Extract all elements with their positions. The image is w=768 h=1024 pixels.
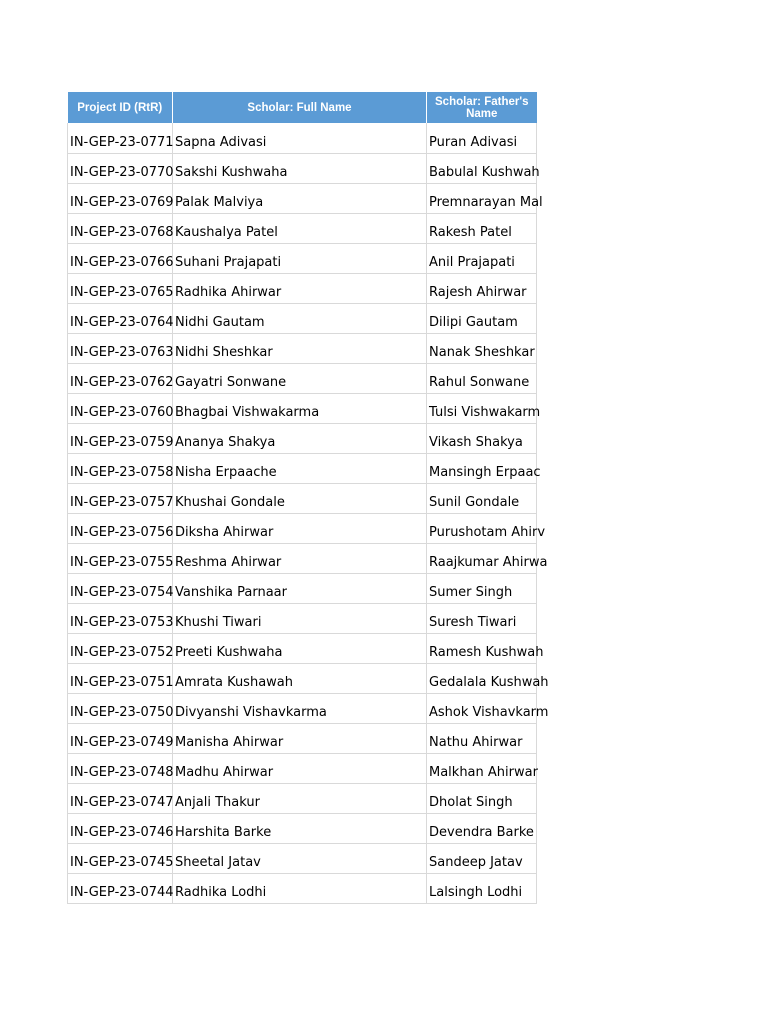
table-row — [68, 303, 537, 333]
father-name-cell[interactable]: Rajesh Ahirwar — [427, 273, 537, 303]
project-id-cell[interactable]: IN-GEP-23-0748 — [68, 753, 173, 783]
project-id-cell[interactable]: IN-GEP-23-0759 — [68, 423, 173, 453]
scholar-name-cell[interactable]: Bhagbai Vishwakarma — [173, 393, 427, 423]
scholar-name-cell[interactable]: Amrata Kushawah — [173, 663, 427, 693]
father-name-cell[interactable]: Suresh Tiwari — [427, 603, 537, 633]
table-row — [68, 363, 537, 393]
table-row — [68, 813, 537, 843]
scholar-name-cell[interactable]: Radhika Lodhi — [173, 873, 427, 903]
project-id-cell[interactable]: IN-GEP-23-0758 — [68, 453, 173, 483]
header-scholar-fathers-name: Scholar: Father's Name — [427, 92, 537, 123]
scholar-name-cell[interactable]: Madhu Ahirwar — [173, 753, 427, 783]
project-id-cell[interactable]: IN-GEP-23-0744 — [68, 873, 173, 903]
project-id-cell[interactable]: IN-GEP-23-0747 — [68, 783, 173, 813]
table-row — [68, 513, 537, 543]
table-row — [68, 603, 537, 633]
project-id-cell[interactable]: IN-GEP-23-0768 — [68, 213, 173, 243]
father-name-cell[interactable]: Puran Adivasi — [427, 123, 537, 153]
project-id-cell[interactable]: IN-GEP-23-0760 — [68, 393, 173, 423]
father-name-cell[interactable]: Tulsi Vishwakarm — [427, 393, 537, 423]
father-name-cell[interactable]: Anil Prajapati — [427, 243, 537, 273]
father-name-cell[interactable]: Ashok Vishavkarm — [427, 693, 537, 723]
scholar-name-cell[interactable]: Radhika Ahirwar — [173, 273, 427, 303]
table-row — [68, 873, 537, 903]
table-row — [68, 123, 537, 153]
father-name-cell[interactable]: Gedalala Kushwah — [427, 663, 537, 693]
table-header — [68, 92, 537, 123]
father-name-cell[interactable]: Ramesh Kushwah — [427, 633, 537, 663]
father-name-cell[interactable]: Raajkumar Ahirwa — [427, 543, 537, 573]
table-row — [68, 393, 537, 423]
project-id-cell[interactable]: IN-GEP-23-0753 — [68, 603, 173, 633]
father-name-cell[interactable]: Rakesh Patel — [427, 213, 537, 243]
scholar-table — [67, 92, 549, 904]
table-row — [68, 693, 537, 723]
table-row — [68, 453, 537, 483]
table-row — [68, 273, 537, 303]
table-row — [68, 543, 537, 573]
scholar-name-cell[interactable]: Khushai Gondale — [173, 483, 427, 513]
scholar-name-cell[interactable]: Palak Malviya — [173, 183, 427, 213]
table-row — [68, 213, 537, 243]
father-name-cell[interactable]: Mansingh Erpaac — [427, 453, 537, 483]
header-scholar-full-name: Scholar: Full Name — [173, 92, 427, 123]
table-row — [68, 243, 537, 273]
scholar-name-cell[interactable]: Nisha Erpaache — [173, 453, 427, 483]
table-row — [68, 153, 537, 183]
scholar-name-cell[interactable]: Anjali Thakur — [173, 783, 427, 813]
father-name-cell[interactable]: Sandeep Jatav — [427, 843, 537, 873]
project-id-cell[interactable]: IN-GEP-23-0751 — [68, 663, 173, 693]
project-id-cell[interactable]: IN-GEP-23-0766 — [68, 243, 173, 273]
scholar-name-cell[interactable]: Suhani Prajapati — [173, 243, 427, 273]
project-id-cell[interactable]: IN-GEP-23-0757 — [68, 483, 173, 513]
scholar-name-cell[interactable]: Kaushalya Patel — [173, 213, 427, 243]
father-name-cell[interactable]: Purushotam Ahirv — [427, 513, 537, 543]
father-name-cell[interactable]: Dilipi Gautam — [427, 303, 537, 333]
table-row — [68, 843, 537, 873]
scholar-name-cell[interactable]: Gayatri Sonwane — [173, 363, 427, 393]
table-row — [68, 333, 537, 363]
project-id-cell[interactable]: IN-GEP-23-0756 — [68, 513, 173, 543]
table-row — [68, 783, 537, 813]
project-id-cell[interactable]: IN-GEP-23-0765 — [68, 273, 173, 303]
project-id-cell[interactable]: IN-GEP-23-0769 — [68, 183, 173, 213]
scholar-name-cell[interactable]: Ananya Shakya — [173, 423, 427, 453]
scholar-name-cell[interactable]: Khushi Tiwari — [173, 603, 427, 633]
scholar-name-cell[interactable]: Nidhi Gautam — [173, 303, 427, 333]
scholar-name-cell[interactable]: Reshma Ahirwar — [173, 543, 427, 573]
project-id-cell[interactable]: IN-GEP-23-0754 — [68, 573, 173, 603]
table-row — [68, 753, 537, 783]
father-name-cell[interactable]: Devendra Barke — [427, 813, 537, 843]
spreadsheet-page — [67, 92, 549, 904]
father-name-cell[interactable]: Babulal Kushwah — [427, 153, 537, 183]
father-name-cell[interactable]: Dholat Singh — [427, 783, 537, 813]
father-name-cell[interactable]: Lalsingh Lodhi — [427, 873, 537, 903]
table-row — [68, 573, 537, 603]
scholar-name-cell[interactable]: Sheetal Jatav — [173, 843, 427, 873]
father-name-cell[interactable]: Vikash Shakya — [427, 423, 537, 453]
scholar-name-cell[interactable]: Harshita Barke — [173, 813, 427, 843]
table-row — [68, 723, 537, 753]
project-id-cell[interactable]: IN-GEP-23-0752 — [68, 633, 173, 663]
project-id-cell[interactable]: IN-GEP-23-0745 — [68, 843, 173, 873]
scholar-name-cell[interactable]: Sapna Adivasi — [173, 123, 427, 153]
project-id-cell[interactable]: IN-GEP-23-0762 — [68, 363, 173, 393]
scholar-name-cell[interactable]: Nidhi Sheshkar — [173, 333, 427, 363]
project-id-cell[interactable]: IN-GEP-23-0770 — [68, 153, 173, 183]
table-row — [68, 663, 537, 693]
father-name-cell[interactable]: Malkhan Ahirwar — [427, 753, 537, 783]
father-name-cell[interactable]: Nathu Ahirwar — [427, 723, 537, 753]
table-row — [68, 483, 537, 513]
table-row — [68, 423, 537, 453]
project-id-cell[interactable]: IN-GEP-23-0746 — [68, 813, 173, 843]
scholar-name-cell[interactable]: Diksha Ahirwar — [173, 513, 427, 543]
scholar-name-cell[interactable]: Manisha Ahirwar — [173, 723, 427, 753]
project-id-cell[interactable]: IN-GEP-23-0764 — [68, 303, 173, 333]
project-id-cell[interactable]: IN-GEP-23-0749 — [68, 723, 173, 753]
table-row — [68, 183, 537, 213]
project-id-cell[interactable]: IN-GEP-23-0771 — [68, 123, 173, 153]
project-id-cell[interactable]: IN-GEP-23-0750 — [68, 693, 173, 723]
scholar-name-cell[interactable]: Preeti Kushwaha — [173, 633, 427, 663]
father-name-cell[interactable]: Sunil Gondale — [427, 483, 537, 513]
project-id-cell[interactable]: IN-GEP-23-0755 — [68, 543, 173, 573]
father-name-cell[interactable]: Sumer Singh — [427, 573, 537, 603]
scholar-name-cell[interactable]: Divyanshi Vishavkarma — [173, 693, 427, 723]
header-project-id: Project ID (RtR) — [68, 92, 173, 123]
table-row — [68, 633, 537, 663]
table-body — [68, 123, 549, 903]
father-name-cell[interactable]: Rahul Sonwane — [427, 363, 537, 393]
father-name-cell[interactable]: Nanak Sheshkar — [427, 333, 537, 363]
project-id-cell[interactable]: IN-GEP-23-0763 — [68, 333, 173, 363]
scholar-name-cell[interactable]: Sakshi Kushwaha — [173, 153, 427, 183]
header-row — [68, 92, 537, 123]
scholar-name-cell[interactable]: Vanshika Parnaar — [173, 573, 427, 603]
father-name-cell[interactable]: Premnarayan Mal — [427, 183, 537, 213]
